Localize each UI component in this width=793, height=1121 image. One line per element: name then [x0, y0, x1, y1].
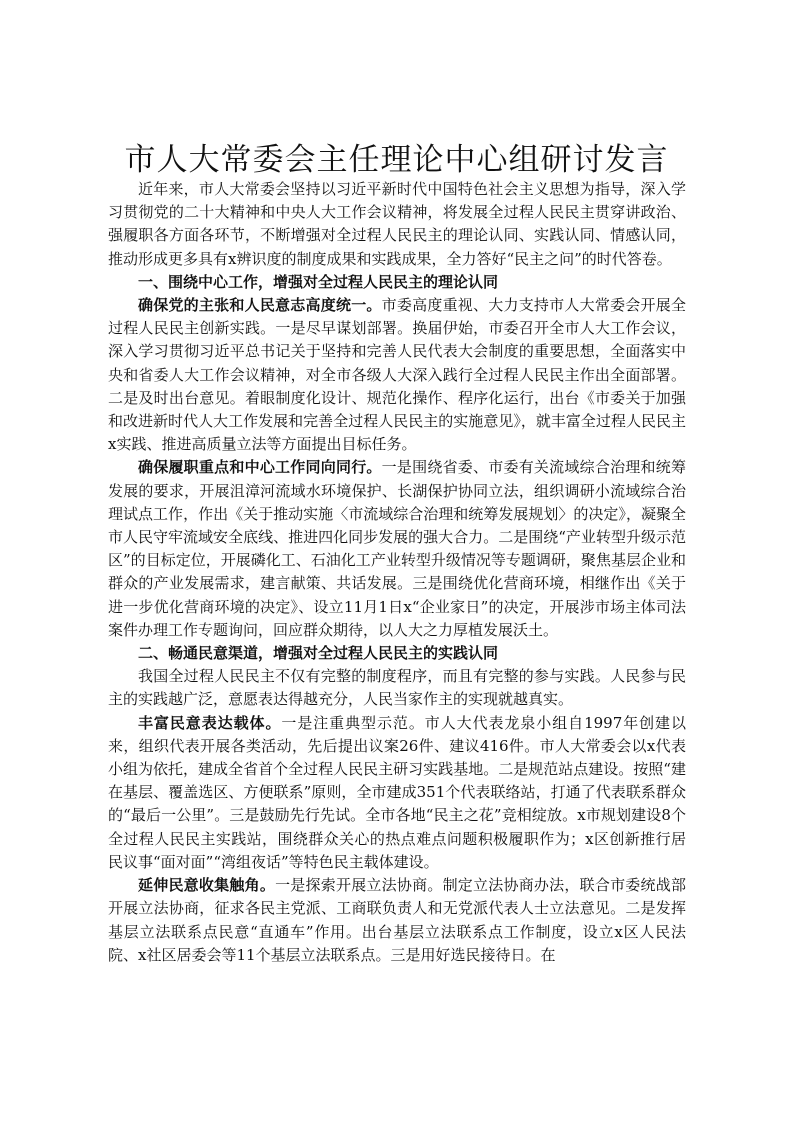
paragraph-text: 市委高度重视、大力支持市人大常委会开展全过程人民民主创新实践。一是尽早谋划部署。换届伊始，市委召开全市人大工作会议，深入学习贯彻习近平总书记关于坚持和完善人民代表大会制度的重要思想，全面落实中央和省委人大工作会议精神，对全市各级人大深入践行全过程人民民主作出全面部署。二是及时出台意见。着眼制度化设计、规范化操作、程序化运行，出台《市委关于加强和改进新时代人大工作发展和完善全过程人民民主的实施意见》，就丰富全过程人民民主x实践、推进高质量立法等方面提出目标任务。: [108, 296, 686, 454]
paragraph-text: 一是围绕省委、市委有关流域综合治理和统筹发展的要求，开展沮漳河流域水环境保护、长湖保护协同立法，组织调研小流域综合治理试点工作，作出《关于推动实施〈市流域综合治理和统筹发展规划〉的决定》，凝聚全市人民守牢流域安全底线、推进四化同步发展的强大合力。二是围绕“产业转型升级示范区”的目标定位，开展磷化工、石油化工产业转型升级情况等专题调研，聚焦基层企业和群众的产业发展需求，建言献策、共话发展。三是围绕优化营商环境，相继作出《关于进一步优化营商环境的决定》、设立11月1日x“企业家日”的决定，开展涉市场主体司法案件办理工作专题询问，回应群众期待，以人大之力厚植发展沃土。: [108, 458, 686, 639]
section-1-heading: 一、围绕中心工作，增强对全过程人民民主的理论认同: [138, 272, 499, 291]
paragraph-lead: 确保履职重点和中心工作同向同行。: [138, 458, 382, 477]
section-2-paragraph-2: [108, 874, 686, 967]
intro-paragraph: 近年来，市人大常委会坚持以习近平新时代中国特色社会主义思想为指导，深入学习贯彻党的二十大精神和中央人大工作会议精神，将发展全过程人民民主贯穿讲政治、强履职各方面各环节，不断增强对全过程人民民主的理论认同、实践认同、情感认同，推动形成更多具有x辨识度的制度成果和实践成果，全力答好“民主之问”的时代答卷。: [108, 180, 686, 268]
document-title: 市人大常委会主任理论中心组研讨发言: [124, 142, 669, 178]
paragraph-text: 一是探索开展立法协商。制定立法协商办法，联合市委统战部开展立法协商，征求各民主党派、工商联负责人和无党派代表人士立法意见。二是发挥基层立法联系点民意“直通车”作用。出台基层立法联系点工作制度，设立x区人民法院、x社区居委会等11个基层立法联系点。三是用好选民接待日。在: [108, 876, 686, 964]
paragraph-lead: 丰富民意表达载体。: [138, 713, 282, 732]
section-1-paragraph-2: [108, 456, 686, 642]
section-2-paragraph-1: [108, 712, 686, 874]
paragraph-lead: 确保党的主张和人民意志高度统一。: [138, 296, 382, 315]
section-1-paragraph-1: [108, 294, 686, 456]
paragraph-lead: 延伸民意收集触角。: [138, 876, 276, 895]
document-body: [108, 178, 686, 967]
section-2-intro: 我国全过程人民民主不仅有完整的制度程序，而且有完整的参与实践。人民参与民主的实践越广泛，意愿表达得越充分，人民当家作主的实现就越真实。: [108, 667, 686, 709]
section-2-heading: 二、畅通民意渠道，增强对全过程人民民主的实践认同: [138, 644, 499, 663]
paragraph-text: 一是注重典型示范。市人大代表龙泉小组自1997年创建以来，组织代表开展各类活动，先后提出议案26件、建议416件。市人大常委会以x代表小组为依托，建成全省首个全过程人民民主研习实践基地。二是规范站点建设。按照“建在基层、覆盖选区、方便联系”原则，全市建成351个代表联络站，打通了代表联系群众的“最后一公里”。三是鼓励先行先试。全市各地“民主之花”竞相绽放。x市规划建设8个全过程人民民主实践站，围绕群众关心的热点难点问题积极履职作为；x区创新推行居民议事“面对面”“湾组夜话”等特色民主载体建设。: [108, 713, 686, 871]
